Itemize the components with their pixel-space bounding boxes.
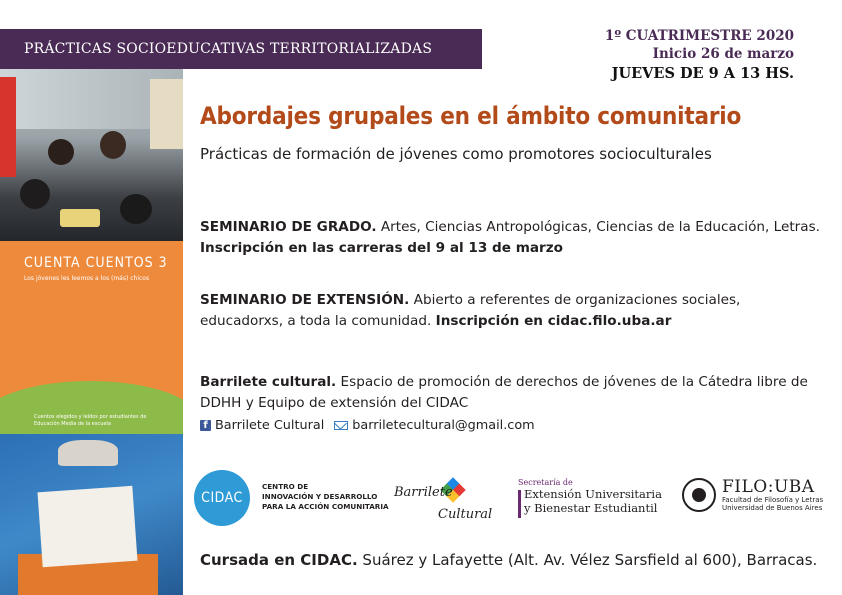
seminario-grado-inscription: Inscripción en las carreras del 9 al 13 de marzo (200, 240, 564, 256)
photo-person (120, 194, 152, 224)
cidac-logo-mark: CIDAC (201, 490, 243, 506)
filo-uba-text (722, 478, 823, 512)
email-icon (334, 421, 348, 430)
filo-uba-logo (682, 478, 823, 512)
photo-person (20, 179, 50, 209)
barrilete-paragraph (200, 372, 820, 414)
filo-faculty-line: Facultad de Filosofía y Letras (722, 496, 824, 504)
start-date-text: Inicio 26 de marzo (652, 46, 794, 62)
seminario-extension-label: SEMINARIO DE EXTENSIÓN. (200, 292, 410, 308)
uba-seal-icon (682, 478, 716, 512)
extension-line-2: y Bienestar Estudiantil (524, 501, 658, 515)
filo-university-line: Universidad de Buenos Aires (722, 504, 823, 512)
contact-line (200, 418, 535, 433)
photo-poster-light (150, 79, 183, 149)
term-text: 1º CUATRIMESTRE 2020 (604, 28, 794, 44)
seminario-extension-paragraph (200, 290, 820, 332)
photo-person (48, 139, 74, 165)
barrilete-logo-word-2: Cultural (438, 507, 493, 522)
date-block (605, 27, 794, 83)
classroom-photo (0, 69, 183, 241)
photo-cap (58, 440, 118, 466)
seminario-extension-inscription: Inscripción en cidac.filo.uba.ar (435, 313, 672, 329)
footer-label: Cursada en CIDAC. (200, 551, 358, 569)
page-title: Abordajes grupales en el ámbito comunitario (200, 102, 742, 130)
barrilete-logo-word-1: Barrilete (394, 485, 453, 500)
cidac-logo-text (262, 482, 389, 512)
barrilete-logo (394, 475, 504, 535)
photo-drawing (37, 486, 137, 567)
cidac-line-1: CENTRO DE (262, 482, 309, 491)
footer-text: Suárez y Lafayette (Alt. Av. Vélez Sarsfield al 600), Barracas. (357, 551, 818, 569)
secretaria-logo (518, 478, 662, 515)
program-banner (0, 29, 482, 69)
extension-line-1: Extensión Universitaria (524, 487, 662, 501)
photo-book (60, 209, 100, 227)
book-bottom-text: Cuentos elegidos y leídos por estudiantes de Educación Media de la escuela (34, 414, 147, 427)
page-subtitle: Prácticas de formación de jóvenes como promotores socioculturales (200, 145, 712, 163)
seminario-grado-paragraph (200, 217, 820, 259)
footer-location (200, 551, 817, 569)
cidac-line-3: PARA LA ACCIÓN COMUNITARIA (262, 502, 389, 511)
drawing-photo (0, 434, 183, 595)
facebook-icon: f (200, 420, 211, 431)
photo-person (100, 131, 126, 159)
seminario-extension-text: Abierto a referentes de organizaciones sociales, educadorxs, a toda la comunidad. (200, 292, 741, 329)
seminario-grado-label: SEMINARIO DE GRADO. (200, 219, 377, 235)
photo-poster-red (0, 77, 16, 177)
schedule-text: JUEVES DE 9 A 13 HS. (611, 65, 794, 82)
cidac-line-2: INNOVACIÓN Y DESARROLLO (262, 492, 378, 501)
barrilete-label: Barrilete cultural. (200, 374, 337, 390)
filo-uba-wordmark: FILO:UBA (722, 477, 815, 497)
seminario-grado-text: Artes, Ciencias Antropológicas, Ciencias de la Educación, Letras. (376, 219, 821, 235)
facebook-link[interactable]: Barrilete Cultural (215, 418, 325, 433)
book-subtitle: Los jóvenes les leemos a los (más) chicos (24, 275, 150, 282)
book-title: CUENTA CUENTOS 3 (24, 255, 168, 271)
barrilete-text: Espacio de promoción de derechos de jóvenes de la Cátedra libre de DDHH y Equipo de extensión del CIDAC (200, 374, 808, 411)
storybook-cover (0, 241, 183, 434)
program-banner-text: PRÁCTICAS SOCIOEDUCATIVAS TERRITORIALIZADAS (24, 41, 433, 57)
email-link[interactable]: barriletecultural@gmail.com (352, 418, 535, 433)
secretaria-bar (518, 490, 521, 518)
cidac-logo (194, 470, 250, 526)
secretaria-label: Secretaría de (518, 478, 573, 487)
